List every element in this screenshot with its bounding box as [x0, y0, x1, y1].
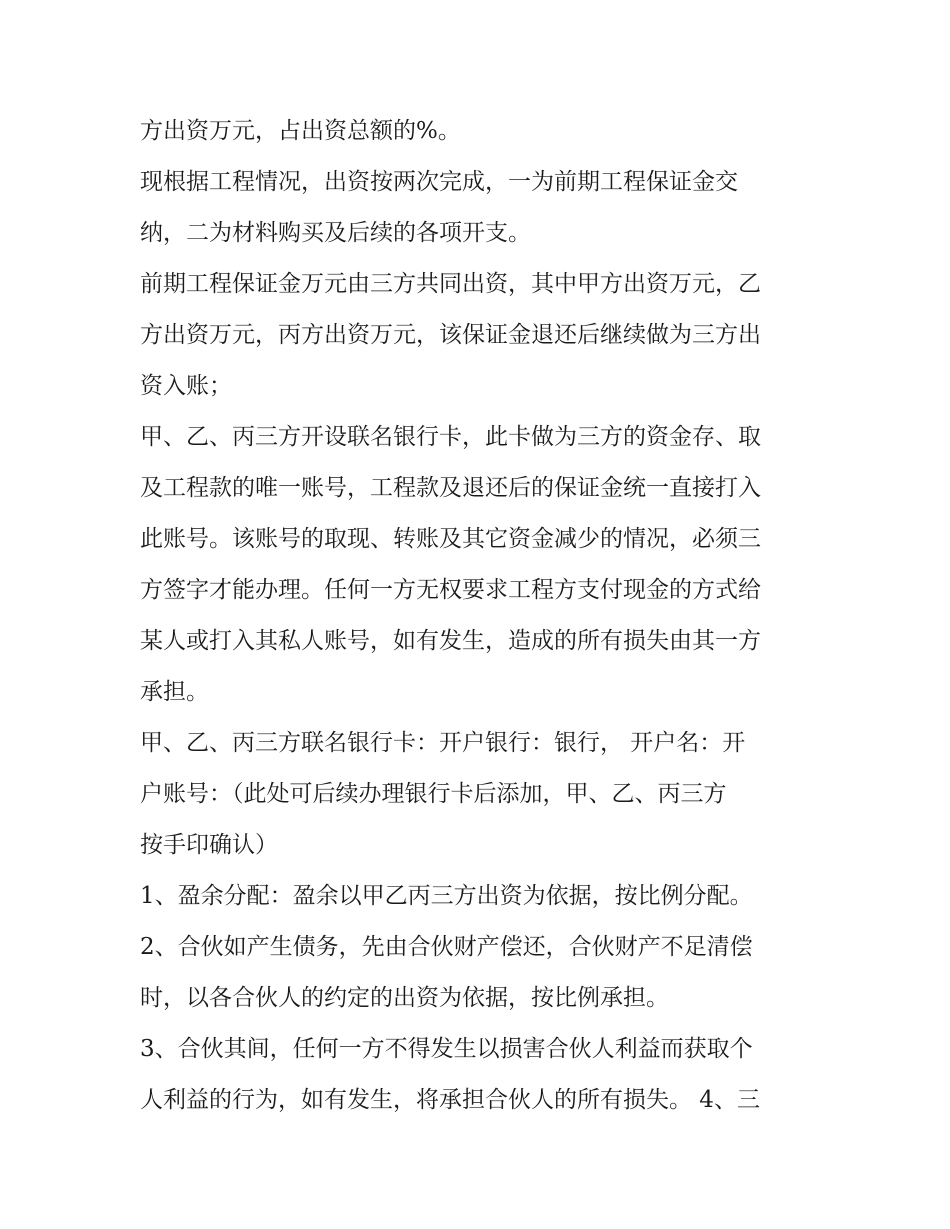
text-line: 按手印确认）: [140, 832, 278, 858]
paragraph-contribution-share: [140, 106, 820, 157]
text-line: 资入账；: [140, 373, 232, 399]
text-line: 方出资万元，占出资总额的%。: [140, 118, 461, 144]
clause-2-debt: [140, 922, 820, 1024]
text-line: 3、合伙其间，任何一方不得发生以损害合伙人利益而获取个: [140, 1036, 753, 1062]
text-line: 纳，二为材料购买及后续的各项开支。: [140, 220, 531, 246]
paragraph-joint-bank-card: [140, 412, 820, 718]
text-line: 2、合伙如产生债务，先由合伙财产偿还，合伙财产不足清偿: [140, 934, 753, 960]
text-line: 时，以各合伙人的约定的出资为依据，按比例承担。: [140, 985, 669, 1011]
clause-1-profit-distribution: [140, 871, 820, 922]
text-line: 前期工程保证金万元由三方共同出资，其中甲方出资万元，乙: [140, 271, 761, 297]
text-line: 甲、乙、丙三方开设联名银行卡，此卡做为三方的资金存、取: [140, 424, 761, 450]
text-line: 方出资万元，丙方出资万元，该保证金退还后继续做为三方出: [140, 322, 761, 348]
paragraph-deposit-funding: [140, 259, 820, 412]
text-line: 人利益的行为，如有发生，将承担合伙人的所有损失。 4、三: [140, 1087, 760, 1113]
text-line: 此账号。该账号的取现、转账及其它资金减少的情况，必须三: [140, 526, 761, 552]
text-line: 及工程款的唯一账号，工程款及退还后的保证金统一直接打入: [140, 475, 761, 501]
text-line: 方签字才能办理。任何一方无权要求工程方支付现金的方式给: [140, 577, 761, 603]
paragraph-account-info: [140, 718, 820, 871]
text-line: 户账号：（此处可后续办理银行卡后添加，甲、乙、丙三方: [140, 781, 727, 807]
text-line: 甲、乙、丙三方联名银行卡：开户银行：银行， 开户名：开: [140, 730, 746, 756]
paragraph-two-stage-funding: [140, 157, 820, 259]
clause-3-partner-interest: [140, 1024, 820, 1126]
text-line: 某人或打入其私人账号，如有发生，造成的所有损失由其一方: [140, 628, 761, 654]
text-line: 现根据工程情况，出资按两次完成，一为前期工程保证金交: [140, 169, 738, 195]
document-body: [140, 106, 820, 1126]
text-line: 承担。: [140, 679, 209, 705]
text-line: 1、盈余分配：盈余以甲乙丙三方出资为依据，按比例分配。: [140, 883, 753, 909]
